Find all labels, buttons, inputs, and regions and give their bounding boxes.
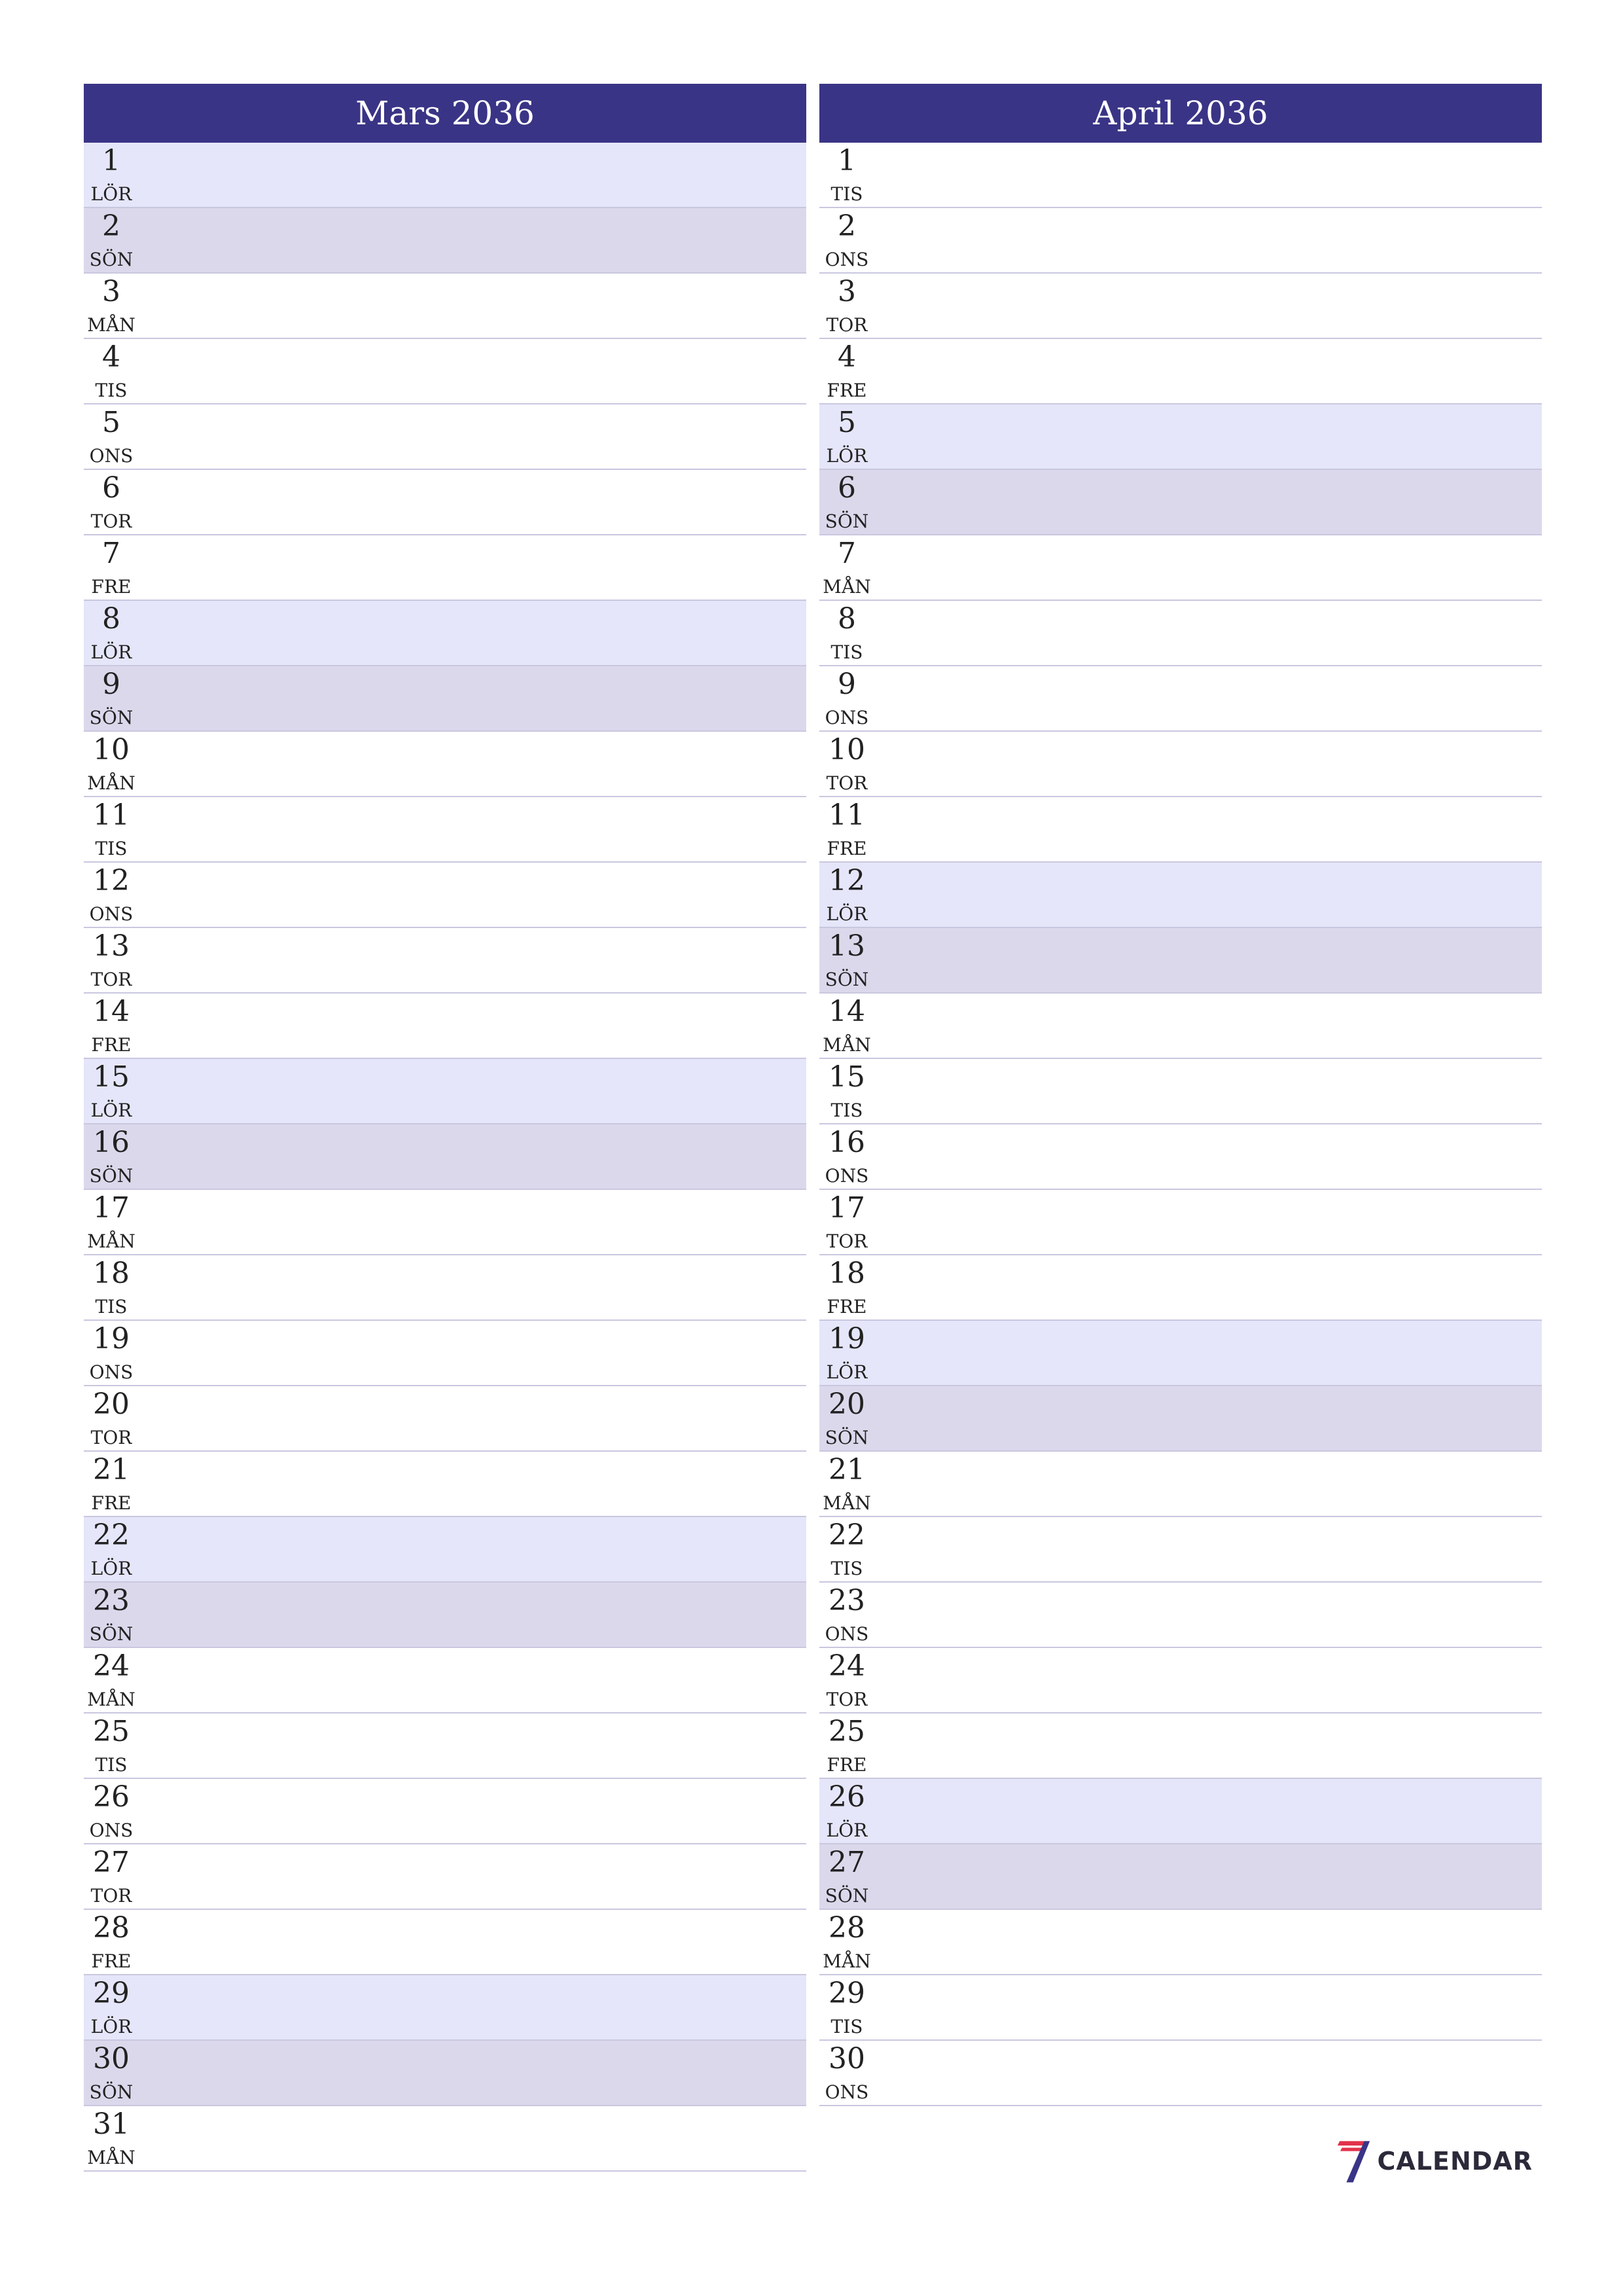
- day-name: ONS: [89, 445, 134, 467]
- day-row[interactable]: [84, 1844, 806, 1910]
- day-name: FRE: [827, 838, 867, 859]
- day-name: FRE: [91, 1034, 132, 1056]
- day-name: SÖN: [89, 249, 134, 270]
- day-row[interactable]: [84, 208, 806, 274]
- day-number: 16: [93, 1126, 130, 1159]
- day-number: 6: [838, 471, 856, 505]
- day-name: TOR: [90, 969, 132, 990]
- day-number: 18: [93, 1257, 130, 1290]
- day-name: FRE: [91, 1492, 132, 1514]
- day-list: [84, 143, 806, 2172]
- day-number: 10: [93, 733, 130, 766]
- day-number: 25: [93, 1715, 130, 1748]
- day-row[interactable]: [819, 339, 1542, 404]
- day-name: TOR: [90, 1885, 132, 1907]
- day-number: 11: [829, 798, 865, 832]
- day-name: LÖR: [90, 183, 132, 205]
- day-name: MÅN: [823, 576, 871, 598]
- day-name: TIS: [95, 838, 128, 859]
- day-number: 19: [93, 1322, 130, 1355]
- day-row[interactable]: [819, 1124, 1542, 1190]
- day-number: 28: [829, 1911, 865, 1945]
- day-name: MÅN: [87, 1689, 135, 1710]
- day-number: 30: [93, 2042, 130, 2075]
- day-number: 9: [838, 668, 856, 701]
- day-number: 27: [829, 1846, 865, 1879]
- day-row[interactable]: [84, 601, 806, 666]
- day-number: 11: [93, 798, 130, 832]
- day-row[interactable]: [819, 1844, 1542, 1910]
- day-number: 23: [829, 1584, 865, 1617]
- day-row[interactable]: [84, 2106, 806, 2172]
- month-march: [84, 84, 806, 2172]
- day-number: 2: [102, 209, 120, 243]
- day-number: 5: [838, 406, 856, 439]
- day-row[interactable]: [819, 535, 1542, 601]
- day-number: 17: [93, 1191, 130, 1225]
- day-name: MÅN: [823, 1492, 871, 1514]
- day-name: TOR: [826, 1689, 868, 1710]
- day-name: ONS: [89, 1361, 134, 1383]
- day-row[interactable]: [819, 1059, 1542, 1124]
- day-number: 3: [838, 275, 856, 308]
- day-number: 12: [829, 864, 865, 897]
- day-number: 24: [93, 1649, 130, 1683]
- day-number: 28: [93, 1911, 130, 1945]
- day-name: ONS: [89, 1820, 134, 1841]
- day-row[interactable]: [819, 863, 1542, 928]
- day-number: 15: [93, 1060, 130, 1094]
- day-row[interactable]: [84, 797, 806, 863]
- day-number: 14: [829, 995, 865, 1028]
- day-number: 6: [102, 471, 120, 505]
- day-number: 29: [93, 1977, 130, 2010]
- day-row[interactable]: [84, 1452, 806, 1517]
- day-name: FRE: [91, 1950, 132, 1972]
- day-name: FRE: [827, 1296, 867, 1318]
- day-number: 22: [829, 1518, 865, 1552]
- day-name: SÖN: [825, 511, 869, 532]
- day-row[interactable]: [819, 1190, 1542, 1255]
- day-number: 15: [829, 1060, 865, 1094]
- day-row[interactable]: [84, 666, 806, 732]
- day-name: SÖN: [89, 1623, 134, 1645]
- day-row[interactable]: [819, 1648, 1542, 1713]
- day-row[interactable]: [84, 1059, 806, 1124]
- day-name: ONS: [825, 249, 869, 270]
- day-name: TIS: [95, 380, 128, 401]
- day-row[interactable]: [819, 994, 1542, 1059]
- day-name: TOR: [826, 1230, 868, 1252]
- day-row[interactable]: [84, 1975, 806, 2041]
- day-number: 27: [93, 1846, 130, 1879]
- day-name: MÅN: [87, 314, 135, 336]
- day-number: 4: [838, 340, 856, 374]
- seven-logo-icon: [1336, 2135, 1372, 2187]
- day-number: 25: [829, 1715, 865, 1748]
- day-row[interactable]: [819, 797, 1542, 863]
- month-title: April 2036: [819, 84, 1542, 143]
- day-row[interactable]: [84, 470, 806, 535]
- day-row[interactable]: [819, 2041, 1542, 2106]
- day-number: 3: [102, 275, 120, 308]
- day-row[interactable]: [819, 1583, 1542, 1648]
- day-row[interactable]: [819, 666, 1542, 732]
- month-april: [819, 84, 1542, 2106]
- day-row[interactable]: [84, 1583, 806, 1648]
- day-name: ONS: [825, 2081, 869, 2103]
- day-name: SÖN: [89, 707, 134, 728]
- day-number: 4: [102, 340, 120, 374]
- day-row[interactable]: [84, 1255, 806, 1321]
- day-row[interactable]: [84, 1910, 806, 1975]
- day-row[interactable]: [819, 1321, 1542, 1386]
- day-name: TIS: [830, 2016, 863, 2037]
- day-name: TOR: [90, 1427, 132, 1448]
- day-name: TIS: [95, 1296, 128, 1318]
- day-name: TIS: [95, 1754, 128, 1776]
- day-number: 8: [838, 602, 856, 636]
- day-number: 13: [829, 929, 865, 963]
- day-name: MÅN: [87, 2147, 135, 2168]
- day-name: LÖR: [826, 445, 868, 467]
- day-row[interactable]: [84, 732, 806, 797]
- day-row[interactable]: [84, 1321, 806, 1386]
- day-row[interactable]: [819, 208, 1542, 274]
- day-number: 21: [93, 1453, 130, 1486]
- day-name: LÖR: [826, 1820, 868, 1841]
- day-name: FRE: [827, 380, 867, 401]
- day-number: 16: [829, 1126, 865, 1159]
- day-number: 26: [93, 1780, 130, 1814]
- day-row[interactable]: [84, 863, 806, 928]
- day-name: LÖR: [826, 1361, 868, 1383]
- day-name: ONS: [825, 1623, 869, 1645]
- day-number: 14: [93, 995, 130, 1028]
- day-row[interactable]: [819, 1452, 1542, 1517]
- day-row[interactable]: [819, 1779, 1542, 1844]
- day-name: LÖR: [90, 2016, 132, 2037]
- day-name: SÖN: [89, 2081, 134, 2103]
- day-name: TOR: [826, 314, 868, 336]
- day-number: 31: [93, 2108, 130, 2141]
- day-number: 13: [93, 929, 130, 963]
- day-list: [819, 143, 1542, 2106]
- day-name: FRE: [91, 576, 132, 598]
- day-row[interactable]: [84, 994, 806, 1059]
- day-number: 20: [829, 1388, 865, 1421]
- day-number: 19: [829, 1322, 865, 1355]
- day-number: 1: [838, 144, 856, 177]
- day-name: TIS: [830, 1558, 863, 1579]
- day-row[interactable]: [84, 404, 806, 470]
- day-name: TIS: [830, 1100, 863, 1121]
- logo-text: CALENDAR: [1377, 2147, 1533, 2176]
- day-row[interactable]: [819, 404, 1542, 470]
- brand-logo: [1336, 2135, 1533, 2187]
- day-row[interactable]: [819, 143, 1542, 208]
- day-row[interactable]: [84, 928, 806, 994]
- day-row[interactable]: [84, 339, 806, 404]
- day-name: TIS: [830, 641, 863, 663]
- day-row[interactable]: [84, 535, 806, 601]
- day-row[interactable]: [819, 601, 1542, 666]
- day-number: 9: [102, 668, 120, 701]
- day-number: 17: [829, 1191, 865, 1225]
- day-name: ONS: [89, 903, 134, 925]
- day-number: 7: [838, 537, 856, 570]
- day-row[interactable]: [84, 1648, 806, 1713]
- day-name: TOR: [90, 511, 132, 532]
- day-row[interactable]: [84, 2041, 806, 2106]
- day-row[interactable]: [84, 274, 806, 339]
- day-row[interactable]: [819, 274, 1542, 339]
- day-name: LÖR: [90, 1558, 132, 1579]
- day-number: 18: [829, 1257, 865, 1290]
- day-number: 22: [93, 1518, 130, 1552]
- day-number: 12: [93, 864, 130, 897]
- day-number: 5: [102, 406, 120, 439]
- day-number: 8: [102, 602, 120, 636]
- day-row[interactable]: [819, 1517, 1542, 1583]
- day-name: LÖR: [826, 903, 868, 925]
- day-number: 26: [829, 1780, 865, 1814]
- day-name: SÖN: [89, 1165, 134, 1187]
- day-number: 10: [829, 733, 865, 766]
- day-row[interactable]: [819, 1386, 1542, 1452]
- day-name: FRE: [827, 1754, 867, 1776]
- day-name: ONS: [825, 707, 869, 728]
- day-number: 1: [102, 144, 120, 177]
- day-name: LÖR: [90, 1100, 132, 1121]
- day-row[interactable]: [819, 1255, 1542, 1321]
- day-row[interactable]: [819, 1713, 1542, 1779]
- day-name: LÖR: [90, 641, 132, 663]
- month-title: Mars 2036: [84, 84, 806, 143]
- day-row[interactable]: [819, 470, 1542, 535]
- day-number: 2: [838, 209, 856, 243]
- day-row[interactable]: [84, 1713, 806, 1779]
- day-row[interactable]: [84, 1386, 806, 1452]
- day-number: 21: [829, 1453, 865, 1486]
- day-name: TOR: [826, 772, 868, 794]
- day-name: MÅN: [823, 1950, 871, 1972]
- day-row[interactable]: [84, 1190, 806, 1255]
- day-row[interactable]: [84, 1517, 806, 1583]
- day-row[interactable]: [84, 143, 806, 208]
- day-row[interactable]: [819, 928, 1542, 994]
- day-number: 24: [829, 1649, 865, 1683]
- day-number: 7: [102, 537, 120, 570]
- day-row[interactable]: [819, 1910, 1542, 1975]
- day-number: 23: [93, 1584, 130, 1617]
- day-name: SÖN: [825, 1885, 869, 1907]
- day-row[interactable]: [819, 1975, 1542, 2041]
- day-name: MÅN: [87, 1230, 135, 1252]
- day-number: 20: [93, 1388, 130, 1421]
- day-row[interactable]: [84, 1124, 806, 1190]
- day-name: ONS: [825, 1165, 869, 1187]
- day-name: MÅN: [87, 772, 135, 794]
- day-name: SÖN: [825, 969, 869, 990]
- day-number: 30: [829, 2042, 865, 2075]
- day-row[interactable]: [819, 732, 1542, 797]
- day-name: TIS: [830, 183, 863, 205]
- day-name: MÅN: [823, 1034, 871, 1056]
- day-name: SÖN: [825, 1427, 869, 1448]
- day-row[interactable]: [84, 1779, 806, 1844]
- day-number: 29: [829, 1977, 865, 2010]
